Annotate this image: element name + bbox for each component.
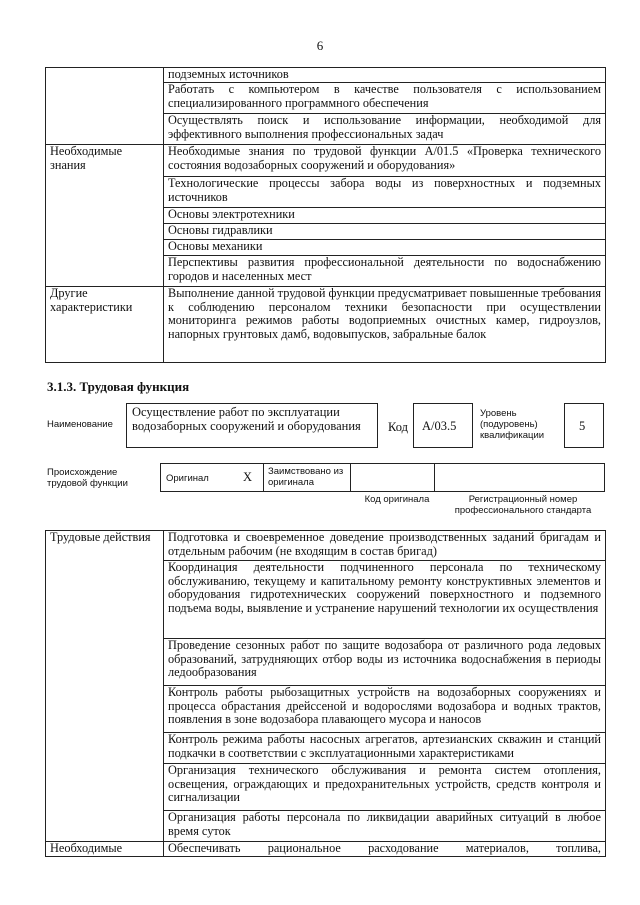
table-cell: Необходимые знания по трудовой функции А/01.5 «Проверка технического состояния водозаборных сооружений и оборудования» bbox=[164, 145, 606, 177]
reg-number-caption: Регистрационный номер профессионального стандарта bbox=[454, 494, 592, 516]
original-label: Оригинал bbox=[166, 473, 209, 484]
table-cell: Обеспечивать рациональное расходование материалов, топлива, bbox=[164, 842, 606, 857]
level-label: Уровень (подуровень) квалификации bbox=[480, 408, 545, 441]
requirements-table-2 bbox=[45, 530, 606, 857]
table-cell: Подготовка и своевременное доведение производственных заданий бригадам и отдельным рабочим (не входящим в состав бригад) bbox=[164, 531, 606, 561]
row-label-knowledge: Необходимые знания bbox=[46, 145, 164, 287]
code-value: А/03.5 bbox=[422, 419, 457, 433]
table-cell: Перспективы развития профессиональной деятельности по водоснабжению городов и населенных мест bbox=[164, 256, 606, 287]
original-mark: Х bbox=[243, 470, 253, 484]
section-title: 3.1.3. Трудовая функция bbox=[47, 379, 190, 394]
table-cell: Осуществлять поиск и использование информации, необходимой для эффективного выполнения профессиональных задач bbox=[164, 114, 606, 145]
divider bbox=[263, 463, 264, 492]
code-label: Код bbox=[388, 420, 408, 434]
table-cell: Выполнение данной трудовой функции предусматривает повышенные требования к соблюдению персоналом техники безопасности при осуществлении мониторинга режимов работы водоприемных очистных камер, гидроузлов, напорных грунтовых дамб, водовыпусков, забральные балок bbox=[164, 287, 606, 363]
table-cell: Проведение сезонных работ по защите водозабора от различного рода ледовых образований, затрудняющих отбор воды из источника водоснабжения в периоды ледообразования bbox=[164, 639, 606, 686]
row-label-empty bbox=[46, 68, 164, 145]
row-label-actions: Трудовые действия bbox=[46, 531, 164, 842]
row-label-other: Другие характеристики bbox=[46, 287, 164, 363]
table-cell: Контроль работы рыбозащитных устройств на водозаборных сооружениях и процесса обрастания дрейссеной и водорослями водозабора и водных трактов, появления в зоне водозабора плавающего мусора и наносов bbox=[164, 686, 606, 733]
code-original-caption: Код оригинала bbox=[364, 494, 430, 505]
table-cell: Контроль режима работы насосных агрегатов, артезианских скважин и станций подкачки в соответствии с эксплуатационными характеристиками bbox=[164, 733, 606, 764]
page-number: 6 bbox=[316, 38, 324, 53]
table-cell: Работать с компьютером в качестве пользователя с использованием специализированного программного обеспечения bbox=[164, 83, 606, 114]
table-cell: Организация работы персонала по ликвидации аварийных ситуаций в любое время суток bbox=[164, 811, 606, 842]
table-cell: Основы электротехники bbox=[164, 208, 606, 224]
table-cell: подземных источников bbox=[164, 68, 606, 83]
function-name: Осуществление работ по эксплуатации водозаборных сооружений и оборудования bbox=[132, 405, 361, 433]
row-label-skills: Необходимые bbox=[46, 842, 164, 857]
table-cell: Основы механики bbox=[164, 240, 606, 256]
function-name-box bbox=[126, 403, 378, 448]
table-cell: Технологические процессы забора воды из поверхностных и подземных источников bbox=[164, 177, 606, 208]
name-label: Наименование bbox=[47, 419, 113, 430]
table-cell: Основы гидравлики bbox=[164, 224, 606, 240]
table-cell: Организация технического обслуживания и ремонта систем отопления, освещения, ограждающих и предохранительных устройств, средств контроля и сигнализации bbox=[164, 764, 606, 811]
divider bbox=[434, 463, 435, 492]
level-value: 5 bbox=[579, 419, 586, 433]
code-box bbox=[413, 403, 473, 448]
divider bbox=[350, 463, 351, 492]
table-cell: Координация деятельности подчиненного персонала по техническому обслуживанию, текущему и капитальному ремонту конструктивных элементов и оборудования гидротехнических сооружений поверхностного и подземного подъема воды, выявление и устранение нарушений технологии их осуществления bbox=[164, 561, 606, 639]
level-box bbox=[564, 403, 604, 448]
requirements-table-1 bbox=[45, 67, 606, 363]
origin-label: Происхождение трудовой функции bbox=[47, 467, 128, 489]
origin-box bbox=[160, 463, 605, 492]
borrowed-label: Заимствовано из оригинала bbox=[268, 466, 344, 488]
